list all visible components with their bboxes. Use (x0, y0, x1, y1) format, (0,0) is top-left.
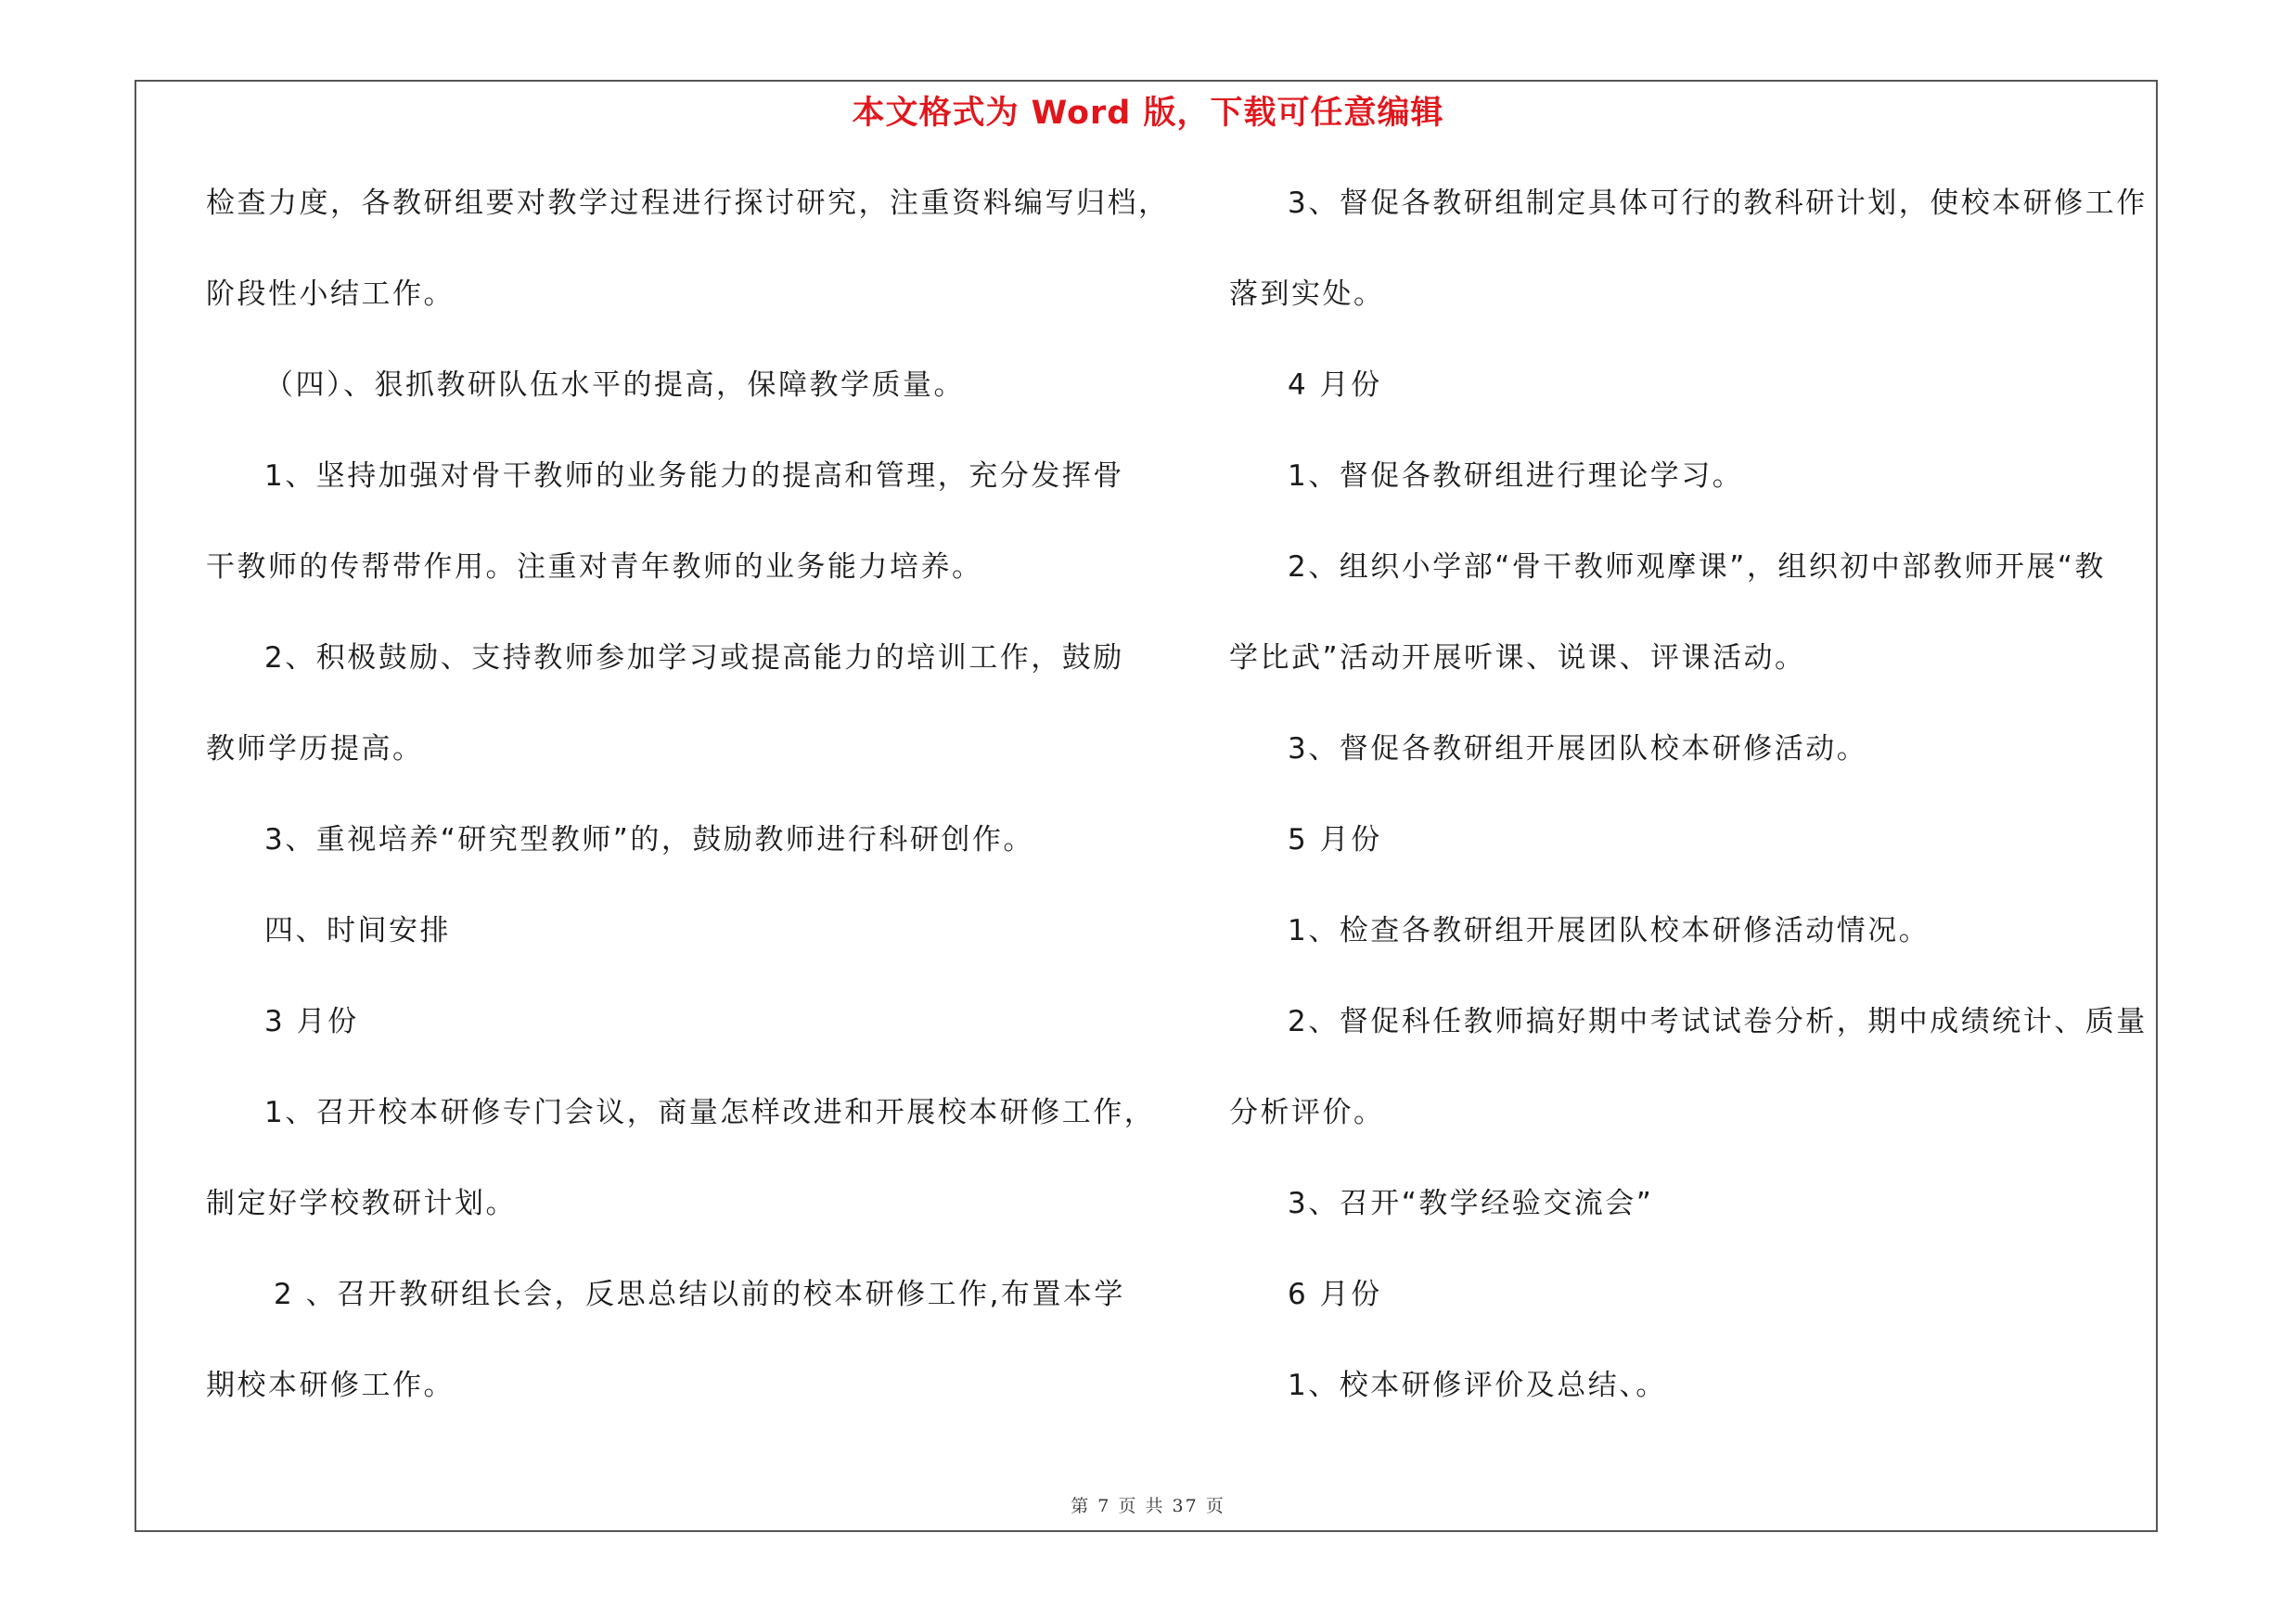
paragraph-line: 1、坚持加强对骨干教师的业务能力的提高和管理，充分发挥骨 (264, 459, 1124, 493)
paragraph-line: 1、召开校本研修专门会议，商量怎样改进和开展校本研修工作， (264, 1096, 1156, 1129)
month-heading: 3 月份 (264, 1005, 359, 1038)
editable-notice-banner: 本文格式为 Word 版，下载可任意编辑 (852, 95, 1444, 132)
paragraph-line: 学比武”活动开展听课、说课、评课活动。 (1229, 641, 1806, 675)
paragraph-line: 3、督促各教研组开展团队校本研修活动。 (1288, 732, 1868, 766)
month-heading: 4 月份 (1288, 368, 1382, 402)
paragraph-line: 分析评价。 (1229, 1096, 1385, 1129)
paragraph-line: 3、重视培养“研究型教师”的，鼓励教师进行科研创作。 (264, 823, 1034, 857)
paragraph-line: 阶段性小结工作。 (206, 277, 455, 311)
paragraph-line: 1、督促各教研组进行理论学习。 (1288, 459, 1744, 493)
paragraph-line: 2 、召开教研组长会，反思总结以前的校本研修工作,布置本学 (274, 1278, 1125, 1311)
paragraph-line: 2、督促科任教师搞好期中考试试卷分析，期中成绩统计、质量 (1288, 1005, 2148, 1038)
paragraph-line: 干教师的传帮带作用。注重对青年教师的业务能力培养。 (206, 550, 983, 584)
paragraph-line: 教师学历提高。 (206, 732, 424, 766)
paragraph-line: 2、积极鼓励、支持教师参加学习或提高能力的培训工作，鼓励 (264, 641, 1124, 675)
paragraph-line: （四）、狠抓教研队伍水平的提高，保障教学质量。 (264, 368, 965, 402)
month-heading: 6 月份 (1288, 1278, 1382, 1311)
section-heading: 四、时间安排 (264, 914, 451, 947)
paragraph-line: 2、组织小学部“骨干教师观摩课”，组织初中部教师开展“教 (1288, 550, 2106, 584)
paragraph-line: 3、督促各教研组制定具体可行的教科研计划，使校本研修工作 (1288, 187, 2148, 220)
page-number-footer: 第 7 页 共 37 页 (1071, 1496, 1225, 1516)
paragraph-line: 期校本研修工作。 (206, 1369, 455, 1402)
paragraph-line: 1、校本研修评价及总结、。 (1288, 1369, 1667, 1402)
paragraph-line: 3、召开“教学经验交流会” (1288, 1187, 1654, 1220)
month-heading: 5 月份 (1288, 823, 1382, 857)
paragraph-line: 制定好学校教研计划。 (206, 1187, 517, 1220)
paragraph-line: 检查力度，各教研组要对教学过程进行探讨研究，注重资料编写归档， (206, 187, 1170, 220)
paragraph-line: 落到实处。 (1229, 277, 1385, 311)
paragraph-line: 1、检查各教研组开展团队校本研修活动情况。 (1288, 914, 1930, 947)
